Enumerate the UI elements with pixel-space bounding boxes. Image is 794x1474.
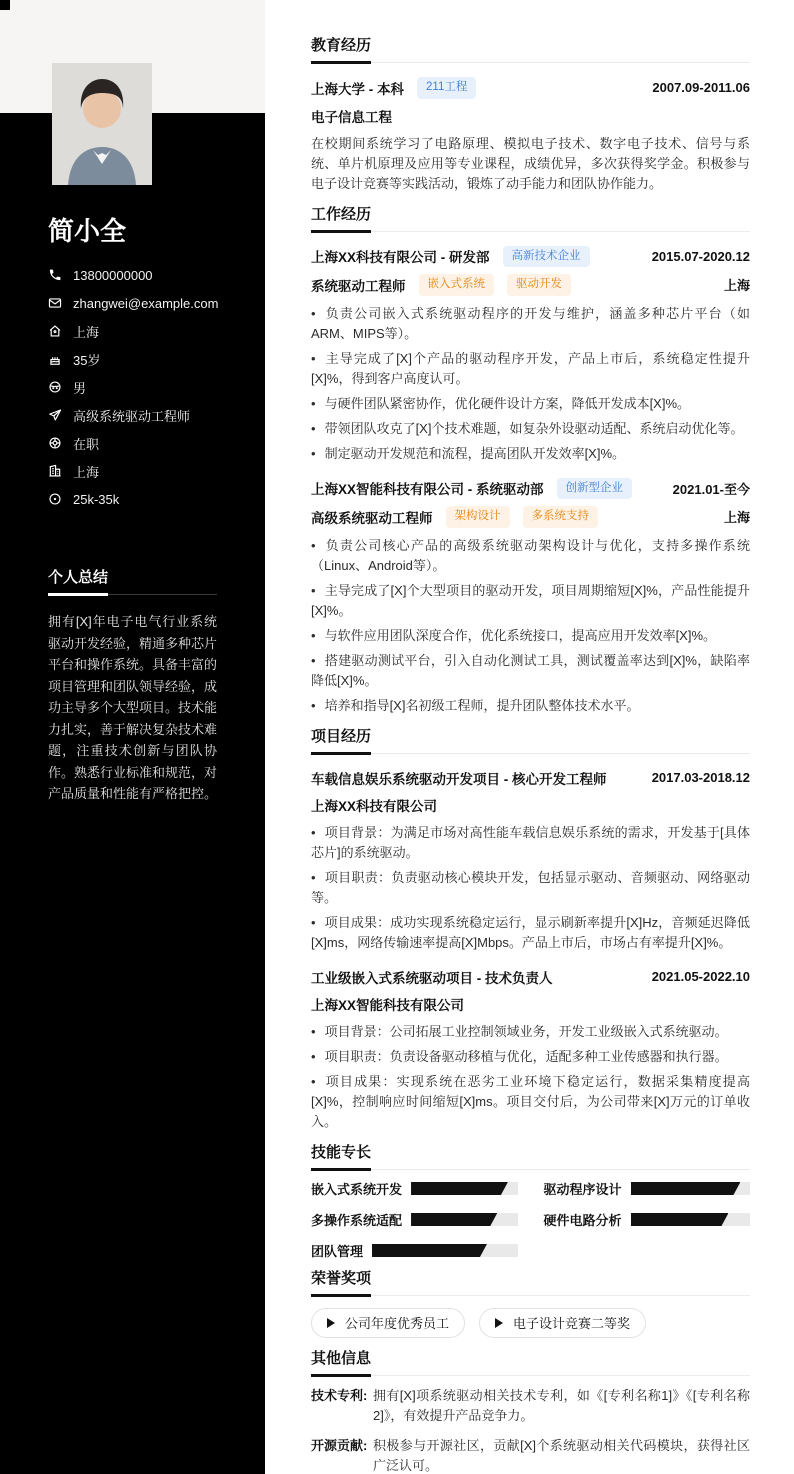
skill-item <box>311 1182 518 1196</box>
personal-summary-title: 个人总结 <box>48 569 109 586</box>
section-projects-header <box>311 727 750 754</box>
work-location: 上海 <box>723 510 750 526</box>
profile-photo <box>52 63 152 185</box>
work-bullets <box>311 304 750 464</box>
contact-row-salary <box>48 492 217 506</box>
project-title-row <box>311 967 750 987</box>
work-date: 2021.01-至今 <box>672 481 750 497</box>
skill-bar-fill <box>631 1213 729 1226</box>
other-info-text: 拥有[X]项系统驱动相关技术专利，如《[专利名称1]》《[专利名称2]》，有效提升产品竞争力。 <box>373 1387 750 1423</box>
role-name: 系统驱动工程师 <box>311 278 406 294</box>
other-info-row <box>311 1436 750 1474</box>
phone-value: 13800000000 <box>73 267 153 283</box>
role-tag: 驱动开发 <box>507 274 571 296</box>
work-bullet: • 带领团队攻克了[X]个技术难题，如复杂外设驱动适配、系统启动优化等。 <box>311 419 750 439</box>
skill-item <box>544 1182 751 1196</box>
project-date: 2021.05-2022.10 <box>651 969 750 984</box>
corner-accent <box>0 0 10 10</box>
role-tag: 嵌入式系统 <box>419 274 495 296</box>
candidate-name: 简小全 <box>48 216 127 246</box>
work-entry-company-row <box>311 478 750 500</box>
section-education <box>311 36 750 194</box>
project-bullet: • 项目职责：负责设备驱动移植与优化，适配多种工业传感器和执行器。 <box>311 1047 750 1067</box>
company-location-value: 上海 <box>73 464 100 480</box>
section-honors-title: 荣誉奖项 <box>311 1269 372 1287</box>
gender-value: 男 <box>73 380 87 396</box>
contact-list <box>48 268 217 506</box>
section-skills-header <box>311 1143 750 1170</box>
section-other-title: 其他信息 <box>311 1349 372 1367</box>
phone-icon <box>48 268 62 282</box>
status-icon <box>48 436 62 450</box>
work-bullet: • 搭建驱动测试平台，引入自动化测试工具，测试覆盖率达到[X]%，缺陷率降低[X]%。 <box>311 651 750 691</box>
skill-bar-track <box>372 1244 517 1257</box>
work-bullet: • 培养和指导[X]名初级工程师，提升团队整体技术水平。 <box>311 696 750 716</box>
skill-bar-track <box>631 1213 750 1226</box>
section-other-header <box>311 1349 750 1376</box>
section-skills-title: 技能专长 <box>311 1143 372 1161</box>
age-value: 35岁 <box>73 352 101 368</box>
honor-badge-label: 电子设计竞赛二等奖 <box>513 1316 631 1331</box>
skill-item <box>544 1213 751 1227</box>
personal-summary-text: 拥有[X]年电子电气行业系统驱动开发经验，精通多种芯片平台和操作系统。具备丰富的项目管理和团队领导经验，成功主导多个大型项目。技术能力扎实，善于解决复杂技术难题，注重技术创新与团队协作。熟悉行业标准和规范，对产品质量和性能有严格把控。 <box>48 614 218 801</box>
work-bullet: • 负责公司嵌入式系统驱动程序的开发与维护，涵盖多种芯片平台（如ARM、MIPS等）。 <box>311 304 750 344</box>
hometown-value: 上海 <box>73 324 100 340</box>
company-location-icon <box>48 464 62 478</box>
sidebar-body <box>0 113 265 805</box>
other-info-row <box>311 1386 750 1426</box>
birthday-icon <box>48 352 62 366</box>
project-bullets <box>311 1022 750 1132</box>
project-bullet: • 项目背景：公司拓展工业控制领域业务，开发工业级嵌入式系统驱动。 <box>311 1022 750 1042</box>
project-bullet: • 项目成果：实现系统在恶劣工业环境下稳定运行，数据采集精度提高[X]%，控制响应时间缩短[X]ms。项目交付后，为公司带来[X]万元的订单收入。 <box>311 1072 750 1132</box>
contact-row-email <box>48 296 217 310</box>
section-work-title: 工作经历 <box>311 205 372 223</box>
work-bullet: • 与软件应用团队深度合作，优化系统接口，提高应用开发效率[X]%。 <box>311 626 750 646</box>
salary-value: 25k-35k <box>73 491 120 507</box>
school-name: 上海大学 - 本科 <box>311 81 404 97</box>
work-bullet: • 与硬件团队紧密协作，优化硬件设计方案，降低开发成本[X]%。 <box>311 394 750 414</box>
work-entry-company-row <box>311 246 750 268</box>
project-company-row <box>311 994 750 1014</box>
honor-badge <box>479 1308 646 1338</box>
section-education-title: 教育经历 <box>311 37 372 54</box>
major-name: 电子信息工程 <box>311 109 392 125</box>
skill-bar-track <box>411 1182 517 1195</box>
role-tag: 架构设计 <box>446 506 510 528</box>
section-work-header <box>311 205 750 232</box>
work-entry-role-row <box>311 274 750 296</box>
company-name: 上海XX智能科技有限公司 - 系统驱动部 <box>311 482 544 498</box>
skill-item <box>311 1244 518 1258</box>
personal-summary <box>48 568 217 805</box>
project-name: 车载信息娱乐系统驱动开发项目 - 核心开发工程师 <box>311 771 607 787</box>
section-honors <box>311 1269 750 1338</box>
skill-bar-fill <box>372 1244 487 1257</box>
skill-name: 硬件电路分析 <box>543 1213 622 1228</box>
project-bullet: • 项目职责：负责驱动核心模块开发，包括显示驱动、音频驱动、网络驱动等。 <box>311 868 750 908</box>
skill-bar-fill <box>631 1182 741 1195</box>
contact-row-gender <box>48 380 217 394</box>
skill-bar-track <box>411 1213 517 1226</box>
education-entry-header <box>311 77 750 99</box>
section-skills <box>311 1143 750 1258</box>
section-honors-header <box>311 1269 750 1296</box>
section-education-header <box>311 36 750 63</box>
section-projects-title: 项目经历 <box>311 727 372 745</box>
skill-name: 团队管理 <box>311 1244 364 1259</box>
project-entry <box>311 768 750 953</box>
role-tag: 多系统支持 <box>523 506 599 528</box>
work-entry <box>311 246 750 464</box>
skills-grid <box>311 1182 750 1258</box>
contact-row-status <box>48 436 217 450</box>
triangle-icon <box>495 1318 503 1328</box>
skill-item <box>311 1213 518 1227</box>
main-content <box>265 0 794 1474</box>
school-tag: 211工程 <box>417 77 476 99</box>
project-bullet: • 项目背景：为满足市场对高性能车载信息娱乐系统的需求，开发基于[具体芯片]的系统驱动。 <box>311 823 750 863</box>
project-bullets <box>311 823 750 953</box>
company-tag: 创新型企业 <box>557 478 633 500</box>
contact-row-company-location <box>48 464 217 478</box>
other-info-label: 技术专利: <box>311 1387 368 1403</box>
work-bullet: • 主导完成了[X]个大型项目的驱动开发，项目周期缩短[X]%，产品性能提升[X]%。 <box>311 581 750 621</box>
skill-name: 嵌入式系统开发 <box>311 1182 403 1197</box>
skill-bar-fill <box>411 1213 497 1226</box>
work-bullet: • 主导完成了[X]个产品的驱动程序开发，产品上市后，系统稳定性提升[X]%，得到客户高度认可。 <box>311 349 750 389</box>
contact-row-phone <box>48 268 217 282</box>
company-name: 上海XX科技有限公司 - 研发部 <box>311 250 490 266</box>
role-name: 高级系统驱动工程师 <box>311 510 433 526</box>
work-location: 上海 <box>723 278 750 294</box>
status-value: 在职 <box>73 436 100 452</box>
company-tag: 高新技术企业 <box>503 246 590 268</box>
personal-summary-header <box>48 568 217 595</box>
work-entry-role-row <box>311 506 750 528</box>
work-date: 2015.07-2020.12 <box>651 248 750 264</box>
honor-badges <box>311 1308 750 1338</box>
sidebar <box>0 0 265 1474</box>
gender-icon <box>48 380 62 394</box>
honor-badge <box>311 1308 465 1338</box>
education-major-row <box>311 106 750 126</box>
email-value: zhangwei@example.com <box>73 295 219 311</box>
skill-bar-fill <box>411 1182 508 1195</box>
triangle-icon <box>327 1318 335 1328</box>
work-bullet: • 制定驱动开发规范和流程，提高团队开发效率[X]%。 <box>311 444 750 464</box>
education-date: 2007.09-2011.06 <box>652 80 750 96</box>
project-name: 工业级嵌入式系统驱动项目 - 技术负责人 <box>311 970 553 986</box>
section-other <box>311 1349 750 1474</box>
project-company-row <box>311 795 750 815</box>
job-title-value: 高级系统驱动工程师 <box>73 408 191 424</box>
honor-badge-label: 公司年度优秀员工 <box>345 1316 450 1331</box>
email-icon <box>48 296 62 310</box>
other-info-text: 积极参与开源社区，贡献[X]个系统驱动相关代码模块，获得社区广泛认可。 <box>373 1437 750 1473</box>
work-bullet: • 负责公司核心产品的高级系统驱动架构设计与优化，支持多操作系统（Linux、Android等）。 <box>311 536 750 576</box>
project-company: 上海XX科技有限公司 <box>311 798 438 814</box>
section-projects <box>311 727 750 1132</box>
contact-row-age <box>48 352 217 366</box>
salary-icon <box>48 492 62 506</box>
other-info-label: 开源贡献: <box>311 1437 368 1453</box>
contact-row-hometown <box>48 324 217 338</box>
contact-row-job-title <box>48 408 217 422</box>
skill-bar-track <box>631 1182 750 1195</box>
project-title-row <box>311 768 750 788</box>
section-work <box>311 205 750 716</box>
work-bullets <box>311 536 750 716</box>
home-icon <box>48 324 62 338</box>
project-entry <box>311 967 750 1132</box>
job-title-icon <box>48 408 62 422</box>
project-bullet: • 项目成果：成功实现系统稳定运行，显示刷新率提升[X]Hz，音频延迟降低[X]ms，网络传输速率提高[X]Mbps。产品上市后，市场占有率提升[X]%。 <box>311 913 750 953</box>
project-date: 2017.03-2018.12 <box>651 770 750 785</box>
skill-name: 驱动程序设计 <box>543 1182 622 1197</box>
skill-name: 多操作系统适配 <box>311 1213 403 1228</box>
education-description: 在校期间系统学习了电路原理、模拟电子技术、数字电子技术、信号与系统、单片机原理及应用等专业课程，成绩优异，多次获得奖学金。积极参与电子设计竞赛等实践活动，锻炼了动手能力和团队协作能力。 <box>311 135 750 191</box>
work-entry <box>311 478 750 716</box>
project-company: 上海XX智能科技有限公司 <box>311 997 465 1013</box>
